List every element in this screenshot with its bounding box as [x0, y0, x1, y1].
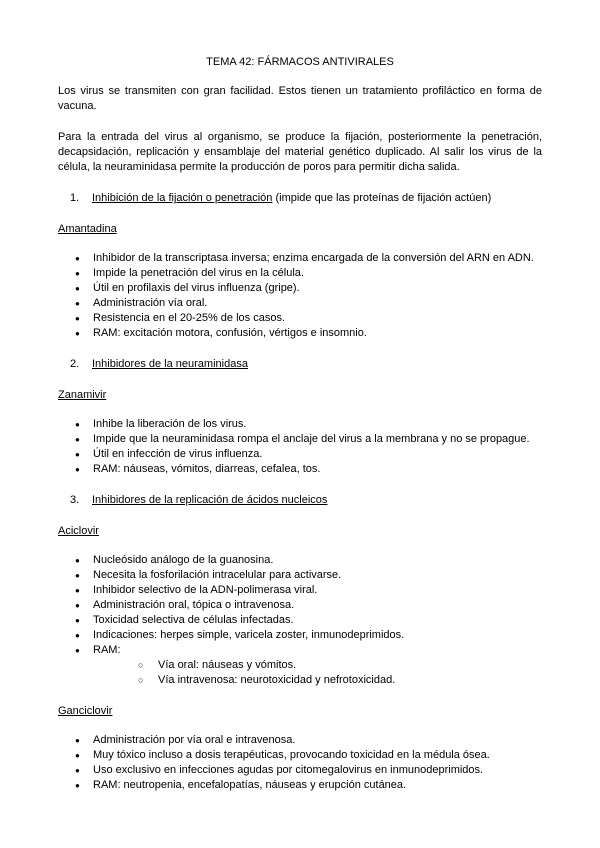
section-1-heading: [58, 191, 542, 206]
list-item: ● RAM: excitación motora, confusión, vértigos e insomnio.: [58, 326, 542, 341]
list-item: ● Inhibe la liberación de los virus.: [58, 417, 542, 432]
section-2-heading: [58, 357, 542, 372]
section-2-title: Inhibidores de la neuraminidasa: [92, 358, 248, 370]
section-3-title: Inhibidores de la replicación de ácidos nucleicos: [92, 494, 328, 506]
list-item: ● Impide que la neuraminidasa rompa el anclaje del virus a la membrana y no se propague.: [58, 432, 542, 447]
list-item: ● Nucleósido análogo de la guanosina.: [58, 553, 542, 568]
list-item: ● Administración vía oral.: [58, 296, 542, 311]
intro-paragraph-1: Los virus se transmiten con gran facilidad. Estos tienen un tratamiento profiláctico en forma de vacuna.: [58, 85, 542, 112]
document-page: [58, 55, 542, 809]
drug-heading-ganciclovir: Ganciclovir: [58, 705, 113, 717]
list-item: ● Administración oral, tópica o intravenosa.: [58, 598, 542, 613]
sub-list-item: ○ Vía intravenosa: neurotoxicidad y nefrotoxicidad.: [58, 673, 542, 688]
list-item: ● Necesita la fosforilación intracelular para activarse.: [58, 568, 542, 583]
list-item: ● Administración por vía oral e intravenosa.: [58, 733, 542, 748]
ganciclovir-list: [58, 733, 542, 793]
list-item: ● Indicaciones: herpes simple, varicela zoster, inmunodeprimidos.: [58, 628, 542, 643]
list-item: ● Resistencia en el 20-25% de los casos.: [58, 311, 542, 326]
list-item: ● Útil en infección de virus influenza.: [58, 447, 542, 462]
section-1-number: 1.: [70, 192, 80, 204]
intro-paragraph-2: Para la entrada del virus al organismo, se produce la fijación, posteriormente la penetración, decapsidación, replicación y ensamblaje del material genético duplicado. Al salir los virus de la célula, la neuraminidasa permite la producción de poros para permitir dicha salida.: [58, 131, 542, 173]
list-item: ● Impide la penetración del virus en la célula.: [58, 266, 542, 281]
list-item: ● Muy tóxico incluso a dosis terapéuticas, provocando toxicidad en la médula ósea.: [58, 748, 542, 763]
list-item: ● Útil en profilaxis del virus influenza (gripe).: [58, 281, 542, 296]
sub-list-item: ○ Vía oral: náuseas y vómitos.: [58, 658, 542, 673]
section-1-title: Inhibición de la fijación o penetración: [92, 192, 273, 204]
list-item: ● RAM:: [58, 643, 542, 658]
ram-sublist: [58, 658, 542, 688]
drug-heading-amantadina: Amantadina: [58, 223, 117, 235]
list-item: ● Uso exclusivo en infecciones agudas por citomegalovirus en inmunodeprimidos.: [58, 763, 542, 778]
amantadina-list: [58, 251, 542, 341]
list-item: ● RAM: neutropenia, encefalopatías, náuseas y erupción cutánea.: [58, 778, 542, 793]
page-title: TEMA 42: FÁRMACOS ANTIVIRALES: [206, 56, 394, 68]
list-item: ● Inhibidor de la transcriptasa inversa; enzima encargada de la conversión del ARN en ADN.: [58, 251, 542, 266]
section-2-number: 2.: [70, 358, 80, 370]
section-1-suffix: (impide que las proteínas de fijación actúen): [272, 192, 492, 204]
list-item: ● RAM: náuseas, vómitos, diarreas, cefalea, tos.: [58, 462, 542, 477]
list-item: ● Inhibidor selectivo de la ADN-polimerasa viral.: [58, 583, 542, 598]
nested-list-wrapper: [58, 658, 542, 688]
drug-heading-aciclovir: Aciclovir: [58, 525, 99, 537]
aciclovir-list: [58, 553, 542, 688]
list-item: ● Toxicidad selectiva de células infectadas.: [58, 613, 542, 628]
section-3-heading: [58, 493, 542, 508]
zanamivir-list: [58, 417, 542, 477]
section-3-number: 3.: [70, 494, 80, 506]
drug-heading-zanamivir: Zanamivir: [58, 389, 107, 401]
